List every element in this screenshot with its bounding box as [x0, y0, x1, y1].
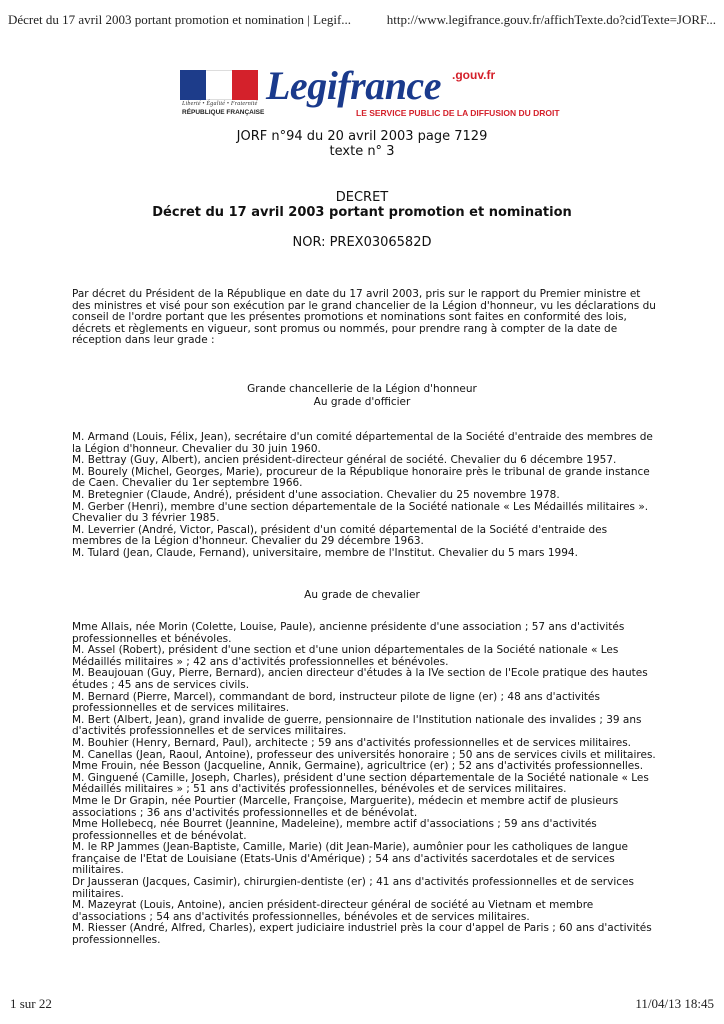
list-item: M. Bernard (Pierre, Marcel), commandant de bord, instructeur pilote de ligne (er) ; 48 ans d'activités professionnelles et de services militaires.: [72, 690, 600, 715]
document-type: DECRET: [335, 190, 389, 205]
texte-number: texte n° 3: [329, 144, 395, 159]
logo-domain: .gouv.fr: [452, 68, 496, 82]
list-item: M. Canellas (Jean, Raoul, Antoine), professeur des universités honoraire ; 50 ans de services civils et militaires.: [72, 748, 656, 761]
browser-page-url: http://www.legifrance.gouv.fr/affichTexte.do?cidTexte=JORF...: [386, 12, 716, 27]
list-item: Mme Frouin, née Besson (Jacqueline, Annik, Germaine), agricultrice (er) ; 52 ans d'activités professionnelles.: [72, 760, 644, 773]
logo-wordmark: Legifrance: [266, 63, 441, 108]
logo-tagline: LE SERVICE PUBLIC DE LA DIFFUSION DU DROIT: [356, 108, 560, 118]
section-subtitle: Au grade d'officier: [313, 396, 411, 408]
browser-page-title: Décret du 17 avril 2003 portant promotion et nomination | Legif...: [8, 12, 352, 27]
list-item: M. Bettray (Guy, Albert), ancien président-directeur général de société. Chevalier du 6 décembre 1957.: [72, 454, 617, 467]
legifrance-logo[interactable]: [180, 63, 560, 122]
print-datetime: 11/04/13 18:45: [635, 996, 714, 1011]
jorf-reference: JORF n°94 du 20 avril 2003 page 7129: [236, 129, 488, 144]
section-subtitle: Au grade de chevalier: [304, 589, 420, 601]
list-item: M. Bert (Albert, Jean), grand invalide de guerre, pensionnaire de l'Institution nationale des invalides ; 39 ans d'activités professionnelles et de services militaires.: [72, 713, 642, 738]
list-item: M. Armand (Louis, Félix, Jean), secrétaire d'un comité départemental de la Société d'entraide des membres de la Légion d'honneur. Chevalier du 30 juin 1960.: [72, 431, 653, 455]
list-item: M. Beaujouan (Guy, Pierre, Bernard), ancien directeur d'études à la IVe section de l'Ecole pratique des hautes études ; 45 ans de services civils.: [72, 667, 648, 691]
list-item: M. Bretegnier (Claude, André), président d'une association. Chevalier du 25 novembre 1978.: [72, 488, 560, 501]
list-item: M. Bouhier (Henry, Bernard, Paul), architecte ; 59 ans d'activités professionnelles et de services militaires.: [72, 736, 632, 749]
list-item: M. le RP Jammes (Jean-Baptiste, Camille, Marie) (dit Jean-Marie), aumônier pour les catholiques de langue française de l'Etat de Louisiane (Etats-Unis d'Amérique) ; 54 ans d'activités sacerdotales et de services militaires.: [72, 841, 629, 877]
document-title: Décret du 17 avril 2003 portant promotion et nomination: [152, 205, 572, 220]
list-item: M. Ginguené (Camille, Joseph, Charles), président d'une section départementale de la Société nationale « Les Médaillés militaires » ; 51 ans d'activités professionnelles, bénévoles et de services militaires.: [72, 771, 649, 796]
logo-republic: RÉPUBLIQUE FRANÇAISE: [182, 109, 265, 116]
officier-list: [72, 432, 656, 560]
list-item: M. Mazeyrat (Louis, Antoine), ancien président-directeur général de société au Vietnam et membre d'associations ; 54 ans d'activités professionnelles, bénévoles et de services militaires.: [72, 899, 594, 923]
page-counter: 1 sur 22: [10, 996, 52, 1011]
list-item: M. Gerber (Henri), membre d'une section départementale de la Société nationale « Les Médaillés militaires ». Chevalier du 3 février 1985.: [72, 500, 649, 525]
list-item: Mme Hollebecq, née Bourret (Jeannine, Madeleine), membre actif d'associations ; 59 ans d'activités professionnelles et de bénévolat.: [72, 818, 597, 842]
nor-reference: NOR: PREX0306582D: [292, 235, 432, 250]
french-flag-icon: [180, 70, 258, 100]
list-item: Dr Jausseran (Jacques, Casimir), chirurgien-dentiste (er) ; 41 ans d'activités professionnelles et de services militaires.: [72, 876, 634, 900]
list-item: M. Riesser (André, Alfred, Charles), expert judiciaire industriel près la cour d'appel de Paris ; 60 ans d'activités professionnelles.: [72, 922, 652, 947]
list-item: M. Bourely (Michel, Georges, Marie), procureur de la République honoraire près le tribunal de grande instance de Caen. Chevalier du 1er septembre 1966.: [72, 465, 650, 490]
section-title: Grande chancellerie de la Légion d'honneur: [247, 383, 477, 395]
logo-motto: Liberté • Égalité • Fraternité: [182, 101, 258, 107]
list-item: M. Leverrier (André, Victor, Pascal), président d'un comité départemental de la Société d'entraide des membres de la Légion d'honneur. Chevalier du 29 décembre 1963.: [72, 523, 608, 548]
list-item: M. Assel (Robert), président d'une section et d'une union départementales de la Société nationale « Les Médaillés militaires » ; 42 ans d'activités professionnelles et bénévoles.: [72, 644, 619, 668]
intro-paragraph: Par décret du Président de la République en date du 17 avril 2003, pris sur le rapport du Premier ministre et des ministres et visé pour son exécution par le grand chancelier de la Légion d'honneur, vu les déclarations du conseil de l'ordre portant que les présentes promotions et nominations sont faites en conformité des lois, décrets et règlements en vigueur, sont promus ou nommés, pour prendre rang à compter de la date de réception dans leur grade :: [72, 288, 656, 347]
list-item: Mme le Dr Grapin, née Pourtier (Marcelle, Françoise, Marguerite), médecin et membre actif de plusieurs associations ; 36 ans d'activités professionnelles et de bénévolat.: [72, 794, 619, 819]
list-item: Mme Allais, née Morin (Colette, Louise, Paule), ancienne présidente d'une association ; 57 ans d'activités professionnelles et bénévoles.: [72, 621, 625, 645]
list-item: M. Tulard (Jean, Claude, Fernand), universitaire, membre de l'Institut. Chevalier du 5 mars 1994.: [72, 546, 578, 559]
chevalier-list: [72, 622, 656, 947]
